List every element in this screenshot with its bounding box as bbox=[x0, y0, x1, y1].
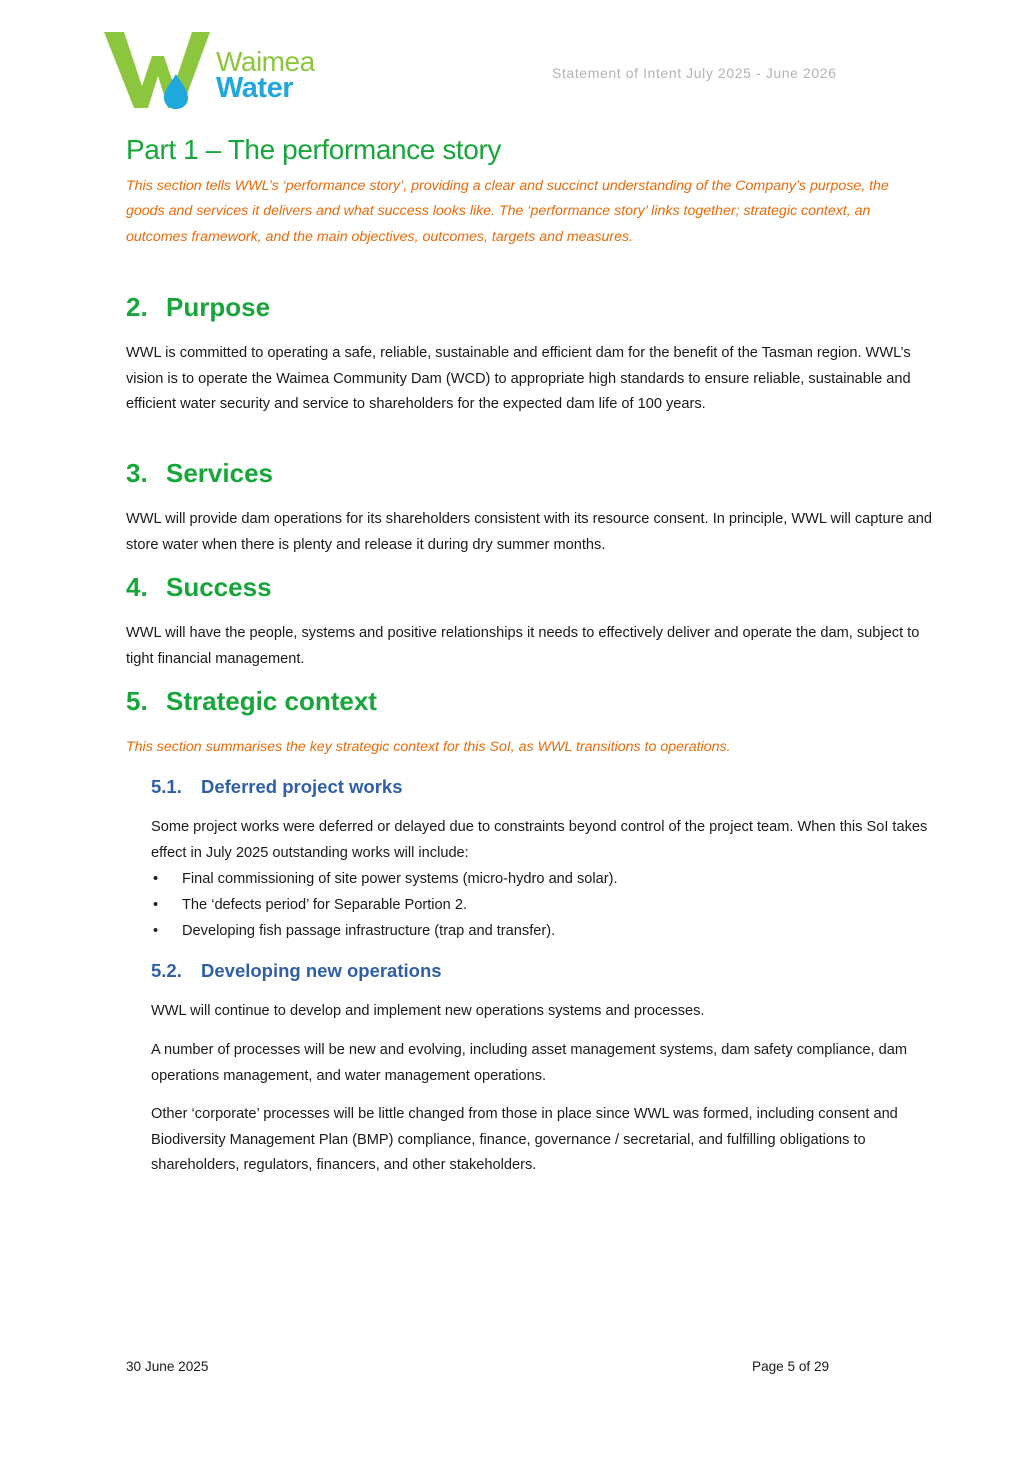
bullet-icon: • bbox=[153, 897, 159, 913]
part-title: Part 1 – The performance story bbox=[126, 134, 501, 165]
heading-success bbox=[126, 572, 272, 603]
heading-number: 3. bbox=[126, 458, 148, 488]
list-item bbox=[151, 892, 618, 918]
heading-deferred-project-works bbox=[151, 776, 403, 798]
heading-text: Strategic context bbox=[166, 686, 377, 716]
strategic-intro: This section summarises the key strategic context for this SoI, as WWL transitions to operations. bbox=[126, 739, 731, 755]
heading-text: Purpose bbox=[166, 292, 271, 322]
operations-paragraph-1: WWL will continue to develop and implement new operations systems and processes. bbox=[151, 1003, 705, 1019]
subheading-text: Deferred project works bbox=[201, 776, 403, 797]
part-intro: This section tells WWL’s ‘performance story’, providing a clear and succinct understanding of the Company’s purpose, the goods and services it delivers and what success looks like. The ‘performance story’ links together; strategic context, an outcomes framework, and the main objectives, outcomes, targets and measures. bbox=[126, 178, 889, 245]
subheading-number: 5.1. bbox=[151, 776, 182, 797]
waimea-water-logo bbox=[102, 26, 342, 110]
deferred-body: Some project works were deferred or delayed due to constraints beyond control of the project team. When this SoI takes effect in July 2025 outstanding works will include: bbox=[151, 819, 928, 861]
deferred-works-list bbox=[151, 866, 618, 944]
document-title: Statement of Intent July 2025 - June 2026 bbox=[552, 65, 837, 81]
list-item bbox=[151, 918, 618, 944]
purpose-body: WWL is committed to operating a safe, reliable, sustainable and efficient dam for the benefit of the Tasman region. WWL’s vision is to operate the Waimea Community Dam (WCD) to appropriate high standards to ensure reliable, sustainable and efficient water security and service to shareholders for the expected dam life of 100 years. bbox=[126, 345, 911, 413]
subheading-text: Developing new operations bbox=[201, 960, 442, 981]
operations-paragraph-2: A number of processes will be new and evolving, including asset management systems, dam safety compliance, dam operations management, and water management operations. bbox=[151, 1042, 908, 1084]
services-body: WWL will provide dam operations for its shareholders consistent with its resource consent. In principle, WWL will capture and store water when there is plenty and release it during dry summer months. bbox=[126, 511, 932, 553]
footer-page-number: Page 5 of 29 bbox=[752, 1359, 830, 1374]
heading-text: Services bbox=[166, 458, 273, 488]
heading-services bbox=[126, 458, 273, 489]
logo-text-waimea: Waimea bbox=[216, 46, 315, 77]
list-item-text: The ‘defects period’ for Separable Portion 2. bbox=[182, 897, 468, 913]
heading-number: 2. bbox=[126, 292, 148, 322]
list-item-text: Developing fish passage infrastructure (trap and transfer). bbox=[182, 923, 556, 939]
heading-purpose bbox=[126, 292, 270, 323]
heading-text: Success bbox=[166, 572, 272, 602]
logo-text-water: Water bbox=[216, 72, 293, 104]
bullet-icon: • bbox=[153, 923, 159, 939]
footer-date: 30 June 2025 bbox=[126, 1359, 209, 1374]
heading-strategic-context bbox=[126, 686, 377, 717]
success-body: WWL will have the people, systems and positive relationships it needs to effectively deliver and operate the dam, subject to tight financial management. bbox=[126, 625, 920, 667]
list-item bbox=[151, 866, 618, 892]
heading-developing-new-operations bbox=[151, 960, 442, 982]
list-item-text: Final commissioning of site power systems (micro-hydro and solar). bbox=[182, 871, 618, 887]
subheading-number: 5.2. bbox=[151, 960, 182, 981]
w-droplet-logo-icon bbox=[102, 26, 214, 110]
heading-number: 5. bbox=[126, 686, 148, 716]
heading-number: 4. bbox=[126, 572, 148, 602]
bullet-icon: • bbox=[153, 871, 159, 887]
operations-paragraph-3: Other ‘corporate’ processes will be little changed from those in place since WWL was formed, including consent and Biodiversity Management Plan (BMP) compliance, finance, governance / secretarial, and fulfilling obligations to shareholders, regulators, financers, and other stakeholders. bbox=[151, 1106, 898, 1174]
